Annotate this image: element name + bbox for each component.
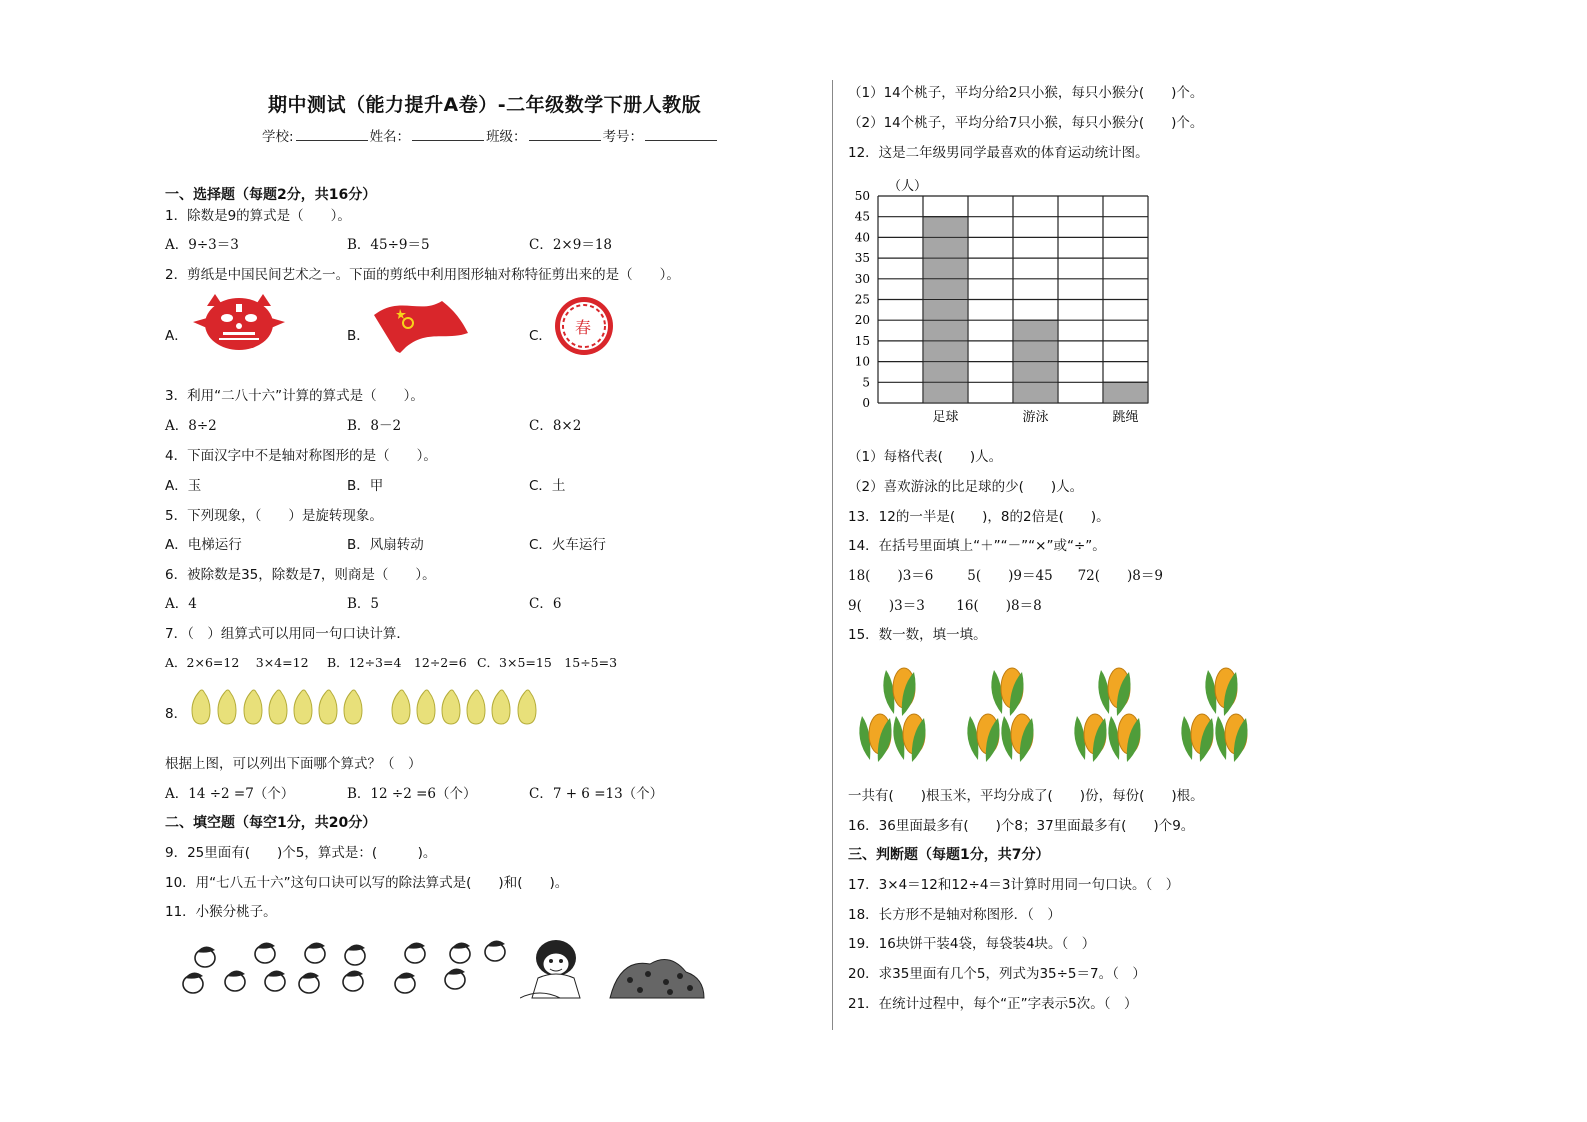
bar-足球 xyxy=(923,217,968,403)
q3-option-a[interactable]: A．8÷2 xyxy=(165,418,217,434)
q4-option-c[interactable]: C．土 xyxy=(529,478,566,494)
q1-text: 1．除数是9的算式是（ ）。 xyxy=(165,208,351,224)
y-tick-label: 20 xyxy=(854,313,870,328)
q14-item-2[interactable]: 5( )9＝45 xyxy=(967,568,1053,584)
pear xyxy=(417,690,435,724)
q3-options xyxy=(165,417,711,435)
pears-image xyxy=(189,688,569,728)
q21-text: 21．在统计过程中，每个“正”字表示5次。（ ） xyxy=(848,996,1138,1012)
q5-options xyxy=(165,536,711,554)
corn-husk xyxy=(883,670,894,714)
corn-husk xyxy=(859,716,870,760)
x-tick-label: 跳绳 xyxy=(1112,410,1139,425)
y-tick-label: 5 xyxy=(862,375,870,390)
corn-husk xyxy=(967,716,978,760)
section3-title: 三、判断题（每题1分，共7分） xyxy=(848,847,1050,863)
q6-option-b[interactable]: B．5 xyxy=(347,596,380,612)
q3-option-c[interactable]: C．8×2 xyxy=(529,418,582,434)
q4-text: 4．下面汉字中不是轴对称图形的是（ ）。 xyxy=(165,448,437,464)
q10-text: 10．用“七八五十六”这句口诀可以写的除法算式是( )和( )。 xyxy=(165,875,569,891)
q5-option-c[interactable]: C．火车运行 xyxy=(529,537,606,553)
pear xyxy=(442,690,460,724)
page-title: 期中测试（能力提升A卷）-二年级数学下册人教版 xyxy=(268,94,702,116)
sports-bar-chart xyxy=(848,175,1158,435)
q14-item-4[interactable]: 9( )3＝3 xyxy=(848,598,925,614)
q16-text: 16．36里面最多有( )个8；37里面最多有( )个9。 xyxy=(848,818,1195,834)
y-tick-label: 10 xyxy=(854,354,870,369)
peaches-image xyxy=(175,938,515,1004)
q8-option-a[interactable]: A．14 ÷2 =7（个） xyxy=(165,786,295,802)
name-label: 姓名： xyxy=(369,129,411,145)
q1-option-a[interactable]: A．9÷3＝3 xyxy=(165,237,239,253)
q6-option-c[interactable]: C．6 xyxy=(529,596,562,612)
q8-question: 根据上图，可以列出下面哪个算式？（ ） xyxy=(165,756,422,772)
q14-item-3[interactable]: 72( )8＝9 xyxy=(1077,568,1163,584)
number-label: 考号： xyxy=(602,129,644,145)
pear xyxy=(392,690,410,724)
q1-option-b[interactable]: B．45÷9＝5 xyxy=(347,237,430,253)
pear xyxy=(192,690,210,724)
class-label: 班级： xyxy=(486,129,527,145)
student-info-line xyxy=(262,125,719,145)
y-tick-label: 40 xyxy=(854,230,870,245)
column-divider xyxy=(832,80,833,1030)
pear xyxy=(269,690,287,724)
corn-husk xyxy=(1108,716,1119,760)
q11-part1: （1）14个桃子，平均分给2只小猴，每只小猴分( )个。 xyxy=(848,85,1204,101)
x-tick-label: 足球 xyxy=(932,410,959,425)
q2-option-c[interactable]: C． xyxy=(529,328,552,344)
pear xyxy=(319,690,337,724)
q2-option-a[interactable]: A． xyxy=(165,328,188,344)
q9-text: 9．25里面有( )个5，算式是：( )。 xyxy=(165,845,437,861)
corn-husk xyxy=(1181,716,1192,760)
monkey-image xyxy=(520,930,710,1002)
q4-option-a[interactable]: A．玉 xyxy=(165,478,202,494)
q13-text: 13．12的一半是( )，8的2倍是( )。 xyxy=(848,509,1110,525)
number-field[interactable] xyxy=(645,128,717,141)
corn-husk xyxy=(991,670,1002,714)
y-axis-label: （人） xyxy=(888,179,928,194)
q8-option-b[interactable]: B．12 ÷2 =6（个） xyxy=(347,786,477,802)
pear xyxy=(467,690,485,724)
q6-option-a[interactable]: A．4 xyxy=(165,596,197,612)
q15-answer: 一共有( )根玉米，平均分成了( )份，每份( )根。 xyxy=(848,788,1204,804)
pear xyxy=(294,690,312,724)
corn-husk xyxy=(1098,670,1109,714)
y-tick-label: 50 xyxy=(854,189,870,203)
q11-text: 11．小猴分桃子。 xyxy=(165,904,277,920)
q20-text: 20．求35里面有几个5，列式为35÷5＝7。（ ） xyxy=(848,966,1146,982)
q1-option-c[interactable]: C．2×9＝18 xyxy=(529,237,612,253)
corn-husk xyxy=(1001,716,1012,760)
q5-text: 5．下列现象，（ ）是旋转现象。 xyxy=(165,508,383,524)
section1-title: 一、选择题（每题2分，共16分） xyxy=(165,187,377,203)
x-tick-label: 游泳 xyxy=(1022,410,1049,425)
flag-papercut-image xyxy=(370,295,470,355)
q12-part1: （1）每格代表( )人。 xyxy=(848,449,1003,465)
q12-part2: （2）喜欢游泳的比足球的少( )人。 xyxy=(848,479,1084,495)
corn-husk xyxy=(1205,670,1216,714)
q7-text: 7．（ ）组算式可以用同一句口诀计算． xyxy=(165,626,410,642)
tiger-papercut-image xyxy=(193,292,285,354)
name-field[interactable] xyxy=(412,128,484,141)
q2-option-b[interactable]: B． xyxy=(347,328,370,344)
q5-option-b[interactable]: B．风扇转动 xyxy=(347,537,424,553)
q6-text: 6．被除数是35，除数是7，则商是（ ）。 xyxy=(165,567,436,583)
q8-option-c[interactable]: C．7 + 6 =13（个） xyxy=(529,786,664,802)
q8-label: 8． xyxy=(165,706,188,722)
q18-text: 18．长方形不是轴对称图形．（ ） xyxy=(848,907,1061,923)
q17-text: 17．3×4＝12和12÷4＝3计算时用同一句口诀。（ ） xyxy=(848,877,1180,893)
y-tick-label: 30 xyxy=(854,271,870,286)
y-tick-label: 0 xyxy=(862,396,870,410)
q3-option-b[interactable]: B．8－2 xyxy=(347,418,402,434)
corn-husk xyxy=(1074,716,1085,760)
q14-row2 xyxy=(848,597,1042,615)
pear xyxy=(244,690,262,724)
pear xyxy=(518,690,536,724)
pear xyxy=(218,690,236,724)
q15-text: 15．数一数，填一填。 xyxy=(848,627,987,643)
pear xyxy=(344,690,362,724)
q7-option-b[interactable]: B．12÷3=4 12÷2=6 xyxy=(326,655,467,670)
q3-text: 3．利用“二八十六”计算的算式是（ ）。 xyxy=(165,388,424,404)
q7-option-c[interactable]: C．3×5=15 15÷5=3 xyxy=(476,655,618,670)
q14-item-5[interactable]: 16( )8＝8 xyxy=(956,598,1042,614)
bar-跳绳 xyxy=(1103,382,1148,403)
q7-options xyxy=(165,654,617,672)
q12-text: 12．这是二年级男同学最喜欢的体育运动统计图。 xyxy=(848,145,1149,161)
section2-title: 二、填空题（每空1分，共20分） xyxy=(165,815,377,831)
q8-options xyxy=(165,785,711,803)
q5-option-a[interactable]: A．电梯运行 xyxy=(165,537,242,553)
y-tick-label: 45 xyxy=(854,209,870,224)
school-field[interactable] xyxy=(296,128,368,141)
corn-image xyxy=(854,662,1254,774)
y-tick-label: 35 xyxy=(854,251,870,266)
q1-options xyxy=(165,236,711,254)
corn-husk xyxy=(1215,716,1226,760)
pear xyxy=(492,690,510,724)
seal-char: 春 xyxy=(575,318,592,337)
school-label: 学校: xyxy=(262,129,294,145)
q7-option-a[interactable]: A．2×6=12 3×4=12 xyxy=(165,655,309,670)
q14-row1 xyxy=(848,567,1163,585)
q4-options xyxy=(165,477,711,495)
corn-husk xyxy=(893,716,904,760)
y-tick-label: 25 xyxy=(854,292,870,307)
q6-options xyxy=(165,595,711,613)
q14-text: 14．在括号里面填上“＋”“－”“×”或“÷”。 xyxy=(848,538,1106,554)
q19-text: 19．16块饼干装4袋，每袋装4块。（ ） xyxy=(848,936,1096,952)
class-field[interactable] xyxy=(529,128,601,141)
q14-item-1[interactable]: 18( )3＝6 xyxy=(848,568,934,584)
q11-part2: （2）14个桃子，平均分给7只小猴，每只小猴分( )个。 xyxy=(848,115,1204,131)
y-tick-label: 15 xyxy=(854,333,870,348)
seal-papercut-image xyxy=(553,295,615,357)
q2-text: 2．剪纸是中国民间艺术之一。下面的剪纸中利用图形轴对称特征剪出来的是（ ）。 xyxy=(165,267,680,283)
q4-option-b[interactable]: B．甲 xyxy=(347,478,384,494)
